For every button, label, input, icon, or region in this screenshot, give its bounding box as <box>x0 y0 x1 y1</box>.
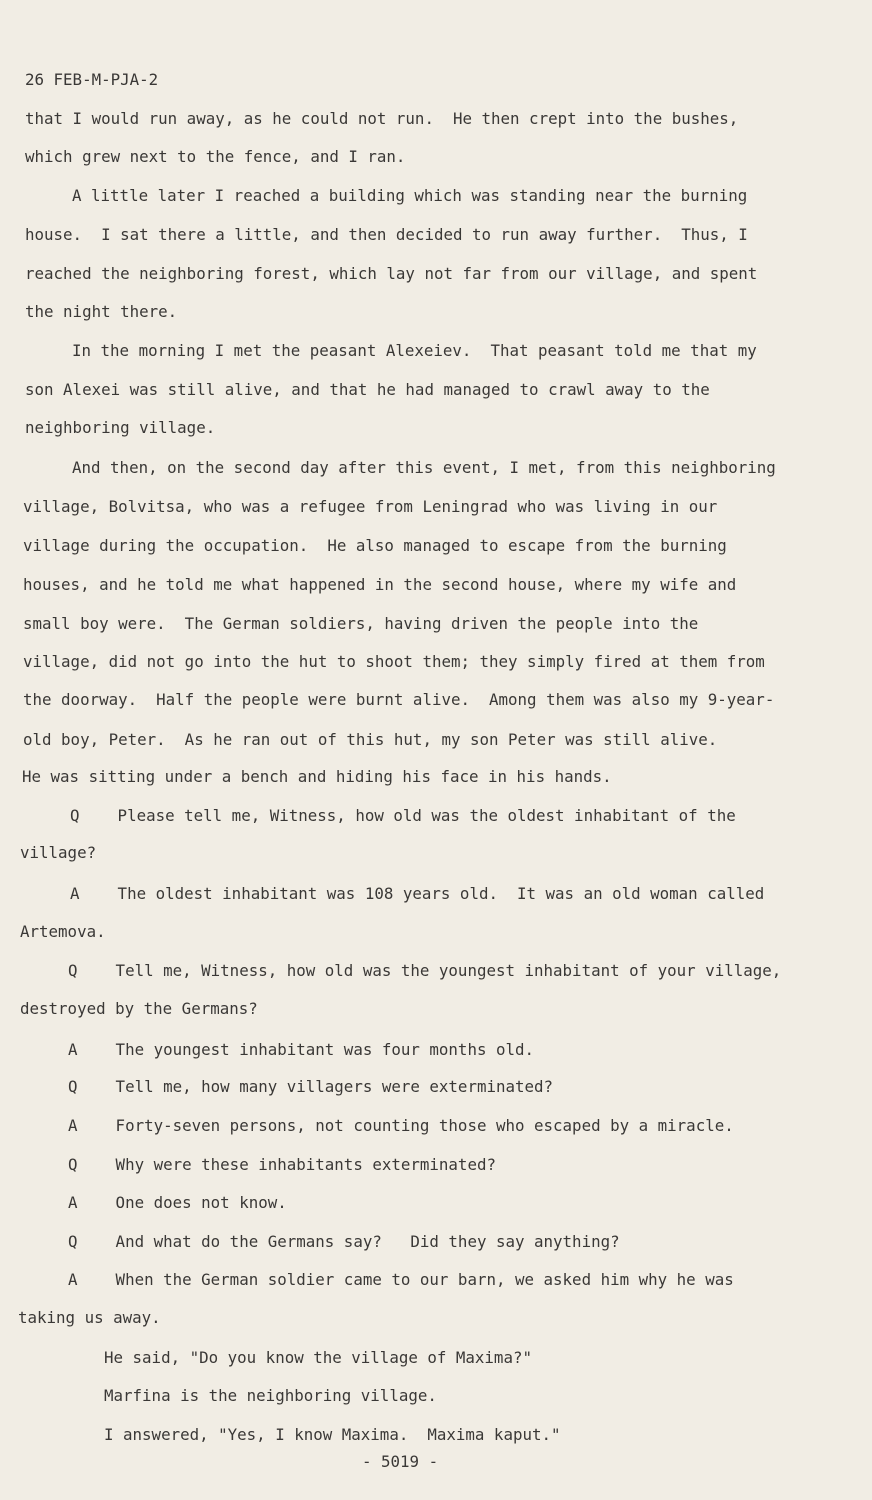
text-line: A little later I reached a building which was standing near the burning <box>72 186 748 205</box>
text-line: which grew next to the fence, and I ran. <box>25 147 406 166</box>
text-line: village, did not go into the hut to shoot them; they simply fired at them from <box>23 652 765 671</box>
text-line: taking us away. <box>18 1308 161 1327</box>
text-line: that I would run away, as he could not run. He then crept into the bushes, <box>25 109 739 128</box>
text-line: A Forty-seven persons, not counting those who escaped by a miracle. <box>68 1116 734 1135</box>
text-line: the doorway. Half the people were burnt alive. Among them was also my 9-year- <box>23 690 775 709</box>
text-line: A One does not know. <box>68 1193 287 1212</box>
text-line: reached the neighboring forest, which lay not far from our village, and spent <box>25 264 758 283</box>
text-line: small boy were. The German soldiers, having driven the people into the <box>23 614 699 633</box>
text-line: Q And what do the Germans say? Did they say anything? <box>68 1232 620 1251</box>
text-line: house. I sat there a little, and then decided to run away further. Thus, I <box>25 225 748 244</box>
text-line: village? <box>20 843 97 862</box>
text-line: neighboring village. <box>25 418 216 437</box>
text-line: destroyed by the Germans? <box>20 999 258 1018</box>
text-line: I answered, "Yes, I know Maxima. Maxima kaput." <box>104 1425 561 1444</box>
text-line: In the morning I met the peasant Alexeiev. That peasant told me that my <box>72 341 757 360</box>
text-line: A When the German soldier came to our barn, we asked him why he was <box>68 1270 734 1289</box>
text-line: houses, and he told me what happened in the second house, where my wife and <box>23 575 737 594</box>
text-line: Artemova. <box>20 922 106 941</box>
header-reference: 26 FEB-M-PJA-2 <box>25 70 159 89</box>
text-line: And then, on the second day after this event, I met, from this neighboring <box>72 458 776 477</box>
text-line: old boy, Peter. As he ran out of this hut, my son Peter was still alive. <box>23 730 718 749</box>
text-line: A The youngest inhabitant was four months old. <box>68 1040 535 1059</box>
text-line: village during the occupation. He also managed to escape from the burning <box>23 536 727 555</box>
text-line: He was sitting under a bench and hiding his face in his hands. <box>22 767 612 786</box>
text-line: Q Why were these inhabitants exterminated? <box>68 1155 496 1174</box>
text-line: A The oldest inhabitant was 108 years old. It was an old woman called <box>70 884 765 903</box>
text-line: Marfina is the neighboring village. <box>104 1386 437 1405</box>
text-line: Q Tell me, how many villagers were exterminated? <box>68 1077 554 1096</box>
text-line: Q Please tell me, Witness, how old was the oldest inhabitant of the <box>70 806 736 825</box>
text-line: He said, "Do you know the village of Maxima?" <box>104 1348 532 1367</box>
text-line: the night there. <box>25 302 178 321</box>
text-line: village, Bolvitsa, who was a refugee from Leningrad who was living in our <box>23 497 718 516</box>
text-line: son Alexei was still alive, and that he had managed to crawl away to the <box>25 380 710 399</box>
text-line: Q Tell me, Witness, how old was the youngest inhabitant of your village, <box>68 961 782 980</box>
page-number: - 5019 - <box>362 1452 439 1471</box>
